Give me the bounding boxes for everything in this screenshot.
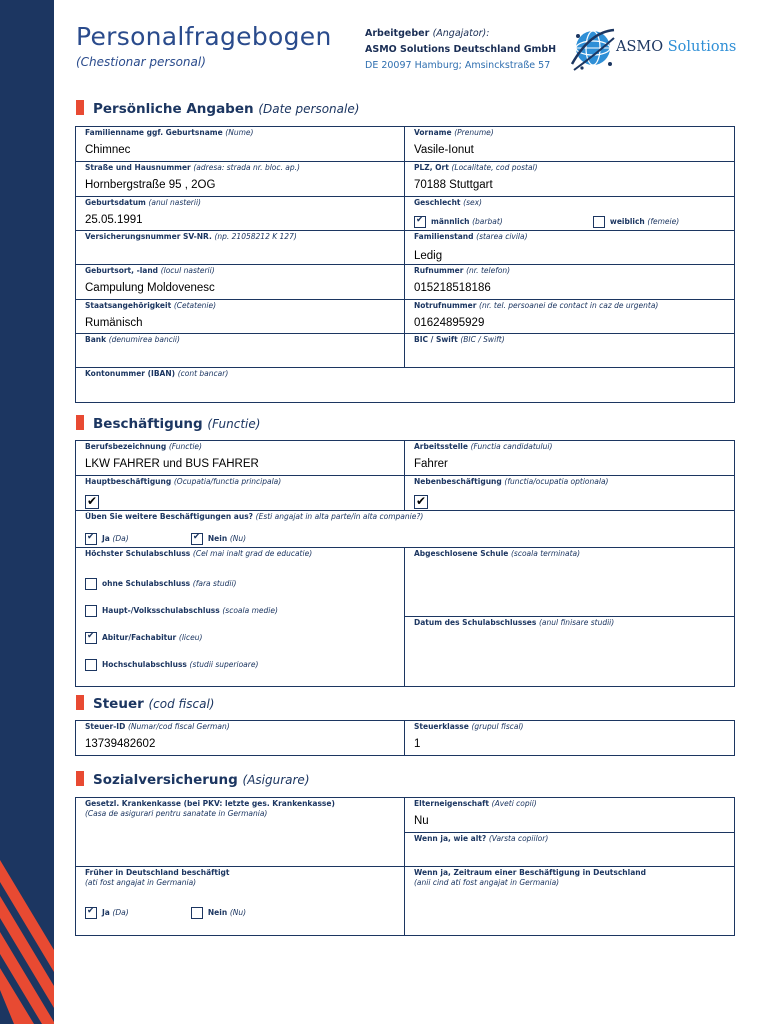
section-social-label: Sozialversicherung bbox=[93, 772, 238, 788]
parent-cell[interactable] bbox=[405, 798, 735, 833]
birthplace-field[interactable]: Campulung Moldovenesc bbox=[85, 282, 215, 294]
school-university-checkbox[interactable] bbox=[85, 659, 97, 671]
phone-label: Rufnummer bbox=[414, 266, 464, 275]
tax-id-label-ro: (Numar/cod fiscal German) bbox=[127, 722, 230, 731]
school-option-abitur[interactable] bbox=[85, 627, 396, 654]
tax-id-label: Steuer-ID bbox=[85, 722, 126, 731]
side-job-checkbox[interactable] bbox=[414, 495, 428, 509]
bank-cell[interactable] bbox=[76, 334, 405, 368]
female-checkbox[interactable] bbox=[593, 216, 605, 228]
parent-label: Elterneigenschaft bbox=[414, 799, 490, 808]
school-cell bbox=[76, 548, 405, 687]
street-label-ro: (adresa: strada nr. bloc. ap.) bbox=[193, 163, 300, 172]
sidebar-decoration bbox=[0, 0, 54, 1024]
section-social-title bbox=[76, 771, 310, 788]
school-options bbox=[85, 573, 396, 681]
job-field[interactable]: LKW FAHRER und BUS FAHRER bbox=[85, 458, 259, 470]
prev-employment-label-ro: (ati fost angajat in Germania) bbox=[85, 878, 197, 887]
child-age-label-ro: (Varsta copiilor) bbox=[488, 834, 549, 843]
birthdate-field[interactable]: 25.05.1991 bbox=[85, 214, 143, 226]
personal-table bbox=[75, 126, 735, 403]
section-employment-title bbox=[76, 415, 260, 432]
prev-employment-no-label: Nein bbox=[207, 908, 228, 917]
prev-employment-label: Früher in Deutschland beschäftigt bbox=[85, 868, 230, 877]
phone-cell[interactable] bbox=[405, 265, 735, 300]
other-jobs-no-label: Nein bbox=[207, 534, 228, 543]
nationality-cell[interactable] bbox=[76, 300, 405, 334]
tax-class-cell[interactable] bbox=[405, 721, 735, 756]
birthdate-label-ro: (anul nasterii) bbox=[148, 198, 201, 207]
other-jobs-no-checkbox[interactable] bbox=[191, 533, 203, 545]
school-basic-label: Haupt-/Volksschulabschluss bbox=[102, 606, 220, 615]
marital-label-ro: (starea civila) bbox=[476, 232, 528, 241]
child-age-cell[interactable] bbox=[405, 833, 735, 867]
nationality-label: Staatsangehörigkeit bbox=[85, 301, 172, 310]
birthplace-label: Geburtsort, -land bbox=[85, 266, 159, 275]
side-job-label-ro: (functia/ocupatia optionala) bbox=[504, 477, 609, 486]
prev-employment-no-checkbox[interactable] bbox=[191, 907, 203, 919]
zip-label: PLZ, Ort bbox=[414, 163, 449, 172]
street-cell[interactable] bbox=[76, 162, 405, 197]
bic-cell[interactable] bbox=[405, 334, 735, 368]
zip-field[interactable]: 70188 Stuttgart bbox=[414, 179, 493, 191]
side-job-cell bbox=[405, 476, 735, 511]
street-field[interactable]: Hornbergstraße 95 , 2OG bbox=[85, 179, 216, 191]
main-job-cell bbox=[76, 476, 405, 511]
globe-icon bbox=[570, 24, 616, 74]
female-label-ro: (femeie) bbox=[647, 217, 680, 226]
bic-label-ro: (BIC / Swift) bbox=[460, 335, 505, 344]
male-checkbox[interactable] bbox=[414, 216, 426, 228]
other-jobs-no-label-ro: (Nu) bbox=[229, 534, 247, 543]
other-jobs-yes-label: Ja bbox=[102, 534, 110, 543]
completed-school-label-ro: (scoala terminata) bbox=[511, 549, 581, 558]
tax-class-label-ro: (grupul fiscal) bbox=[471, 722, 524, 731]
sex-cell bbox=[405, 197, 735, 231]
side-job-label: Nebenbeschäftigung bbox=[414, 477, 502, 486]
female-label: weiblich bbox=[609, 217, 645, 226]
school-date-cell[interactable] bbox=[405, 617, 735, 687]
emergency-label-ro: (nr. tel. persoanei de contact in caz de urgenta) bbox=[479, 301, 659, 310]
insurance-label: Gesetzl. Krankenkasse (bei PKV: letzte ges. Krankenkasse) bbox=[85, 799, 335, 808]
prev-employment-yes-label: Ja bbox=[102, 908, 110, 917]
page-title: Personalfragebogen bbox=[76, 22, 332, 51]
section-personal-label: Persönliche Angaben bbox=[93, 101, 254, 117]
prev-employment-yes-checkbox[interactable] bbox=[85, 907, 97, 919]
tax-id-field[interactable]: 13739482602 bbox=[85, 738, 156, 750]
surname-cell[interactable] bbox=[76, 127, 405, 162]
birthplace-cell[interactable] bbox=[76, 265, 405, 300]
school-label: Höchster Schulabschluss bbox=[85, 549, 191, 558]
firstname-label: Vorname bbox=[414, 128, 452, 137]
section-marker bbox=[76, 100, 84, 115]
section-marker bbox=[76, 695, 84, 710]
phone-field[interactable]: 015218518186 bbox=[414, 282, 491, 294]
marital-label: Familienstand bbox=[414, 232, 474, 241]
firstname-field[interactable]: Vasile-Ionut bbox=[414, 144, 474, 156]
surname-field[interactable]: Chimnec bbox=[85, 144, 131, 156]
completed-school-label: Abgeschlosene Schule bbox=[414, 549, 509, 558]
job-cell[interactable] bbox=[76, 441, 405, 476]
iban-cell[interactable] bbox=[76, 368, 735, 403]
school-none-checkbox[interactable] bbox=[85, 578, 97, 590]
sex-label-ro: (sex) bbox=[463, 198, 482, 207]
sex-label: Geschlecht bbox=[414, 198, 461, 207]
svnr-label: Versicherungsnummer SV-NR. bbox=[85, 232, 212, 241]
employer-label-ro: (Angajator): bbox=[432, 28, 490, 39]
employment-table bbox=[75, 440, 735, 687]
school-none-label: ohne Schulabschluss bbox=[102, 579, 191, 588]
prev-employment-cell bbox=[76, 867, 405, 936]
bic-label: BIC / Swift bbox=[414, 335, 458, 344]
surname-label-ro: (Nume) bbox=[225, 128, 254, 137]
sidebar-stripes bbox=[0, 0, 54, 1024]
zip-cell[interactable] bbox=[405, 162, 735, 197]
bank-label: Bank bbox=[85, 335, 107, 344]
school-date-label-ro: (anul finisare studii) bbox=[538, 618, 615, 627]
firstname-label-ro: (Prenume) bbox=[454, 128, 494, 137]
other-jobs-label: Üben Sie weitere Beschäftigungen aus? bbox=[85, 512, 254, 521]
prev-employment-no-label-ro: (Nu) bbox=[229, 908, 247, 917]
school-basic-label-ro: (scoala medie) bbox=[222, 606, 278, 615]
tax-id-cell[interactable] bbox=[76, 721, 405, 756]
tax-table bbox=[75, 720, 735, 756]
school-basic-checkbox[interactable] bbox=[85, 605, 97, 617]
bank-label-ro: (denumirea bancii) bbox=[108, 335, 180, 344]
page-subtitle: (Chestionar personal) bbox=[76, 55, 206, 69]
school-university-label-ro: (studii superioare) bbox=[189, 660, 259, 669]
emergency-field[interactable]: 01624895929 bbox=[414, 317, 485, 329]
school-option-university[interactable] bbox=[85, 654, 396, 681]
tax-class-field[interactable]: 1 bbox=[414, 738, 421, 750]
school-date-label: Datum des Schulabschlusses bbox=[414, 618, 537, 627]
workplace-field[interactable]: Fahrer bbox=[414, 458, 448, 470]
completed-school-cell[interactable] bbox=[405, 548, 735, 617]
birthdate-label: Geburtsdatum bbox=[85, 198, 146, 207]
marital-field[interactable]: Ledig bbox=[414, 250, 443, 262]
parent-label-ro: (Aveti copii) bbox=[491, 799, 537, 808]
section-personal-title bbox=[76, 100, 359, 117]
period-label-ro: (anii cind ati fost angajat in Germania) bbox=[414, 878, 560, 887]
section-employment-label-ro: (Functie) bbox=[207, 417, 261, 431]
tax-class-label: Steuerklasse bbox=[414, 722, 469, 731]
parent-field[interactable]: Nu bbox=[414, 815, 429, 827]
iban-label: Kontonummer (IBAN) bbox=[85, 369, 176, 378]
period-label: Wenn ja, Zeitraum einer Beschäftigung in Deutschland bbox=[414, 868, 646, 877]
insurance-label-ro: (Casa de asigurari pentru sanatate in Germania) bbox=[85, 809, 268, 818]
main-job-checkbox[interactable] bbox=[85, 495, 99, 509]
section-employment-label: Beschäftigung bbox=[93, 416, 203, 432]
employer-block bbox=[365, 26, 556, 74]
emergency-label: Notrufnummer bbox=[414, 301, 477, 310]
section-tax-label: Steuer bbox=[93, 696, 144, 712]
other-jobs-cell bbox=[76, 511, 735, 548]
employer-name: ASMO Solutions Deutschland GmbH bbox=[365, 44, 557, 55]
school-university-label: Hochschulabschluss bbox=[102, 660, 187, 669]
section-tax-title bbox=[76, 695, 215, 712]
employer-address: DE 20097 Hamburg; Amsinckstraße 57 bbox=[365, 60, 551, 71]
birthdate-cell[interactable] bbox=[76, 197, 405, 231]
birthplace-label-ro: (locul nasterii) bbox=[160, 266, 215, 275]
male-label: männlich bbox=[431, 217, 470, 226]
employer-label: Arbeitgeber bbox=[365, 28, 430, 39]
section-marker bbox=[76, 771, 84, 786]
school-abitur-label-ro: (liceu) bbox=[178, 633, 203, 642]
prev-employment-yes-label-ro: (Da) bbox=[112, 908, 129, 917]
period-cell[interactable] bbox=[405, 867, 735, 936]
school-label-ro: (Cel mai inalt grad de educatie) bbox=[192, 549, 313, 558]
company-logo bbox=[570, 24, 740, 74]
other-jobs-label-ro: (Esti angajat in alta parte/in alta companie?) bbox=[255, 512, 424, 521]
workplace-cell[interactable] bbox=[405, 441, 735, 476]
school-option-basic[interactable] bbox=[85, 600, 396, 627]
main-job-label-ro: (Ocupatia/functia principala) bbox=[173, 477, 282, 486]
other-jobs-yes-label-ro: (Da) bbox=[112, 534, 129, 543]
main-job-label: Hauptbeschäftigung bbox=[85, 477, 172, 486]
section-tax-label-ro: (cod fiscal) bbox=[148, 697, 215, 711]
zip-label-ro: (Localitate, cod postal) bbox=[451, 163, 538, 172]
street-label: Straße und Hausnummer bbox=[85, 163, 191, 172]
nationality-label-ro: (Cetatenie) bbox=[173, 301, 217, 310]
phone-label-ro: (nr. telefon) bbox=[466, 266, 511, 275]
section-social-label-ro: (Asigurare) bbox=[242, 773, 310, 787]
workplace-label-ro: (Functia candidatului) bbox=[470, 442, 553, 451]
svnr-cell[interactable] bbox=[76, 231, 405, 265]
logo-brand-accent: Solutions bbox=[667, 39, 737, 55]
svnr-label-ro: (np. 21058212 K 127) bbox=[214, 232, 297, 241]
nationality-field[interactable]: Rumänisch bbox=[85, 317, 143, 329]
other-jobs-yes-checkbox[interactable] bbox=[85, 533, 97, 545]
firstname-cell[interactable] bbox=[405, 127, 735, 162]
section-marker bbox=[76, 415, 84, 430]
male-label-ro: (barbat) bbox=[472, 217, 503, 226]
emergency-cell[interactable] bbox=[405, 300, 735, 334]
social-table bbox=[75, 797, 735, 936]
school-abitur-checkbox[interactable] bbox=[85, 632, 97, 644]
workplace-label: Arbeitsstelle bbox=[414, 442, 468, 451]
child-age-label: Wenn ja, wie alt? bbox=[414, 834, 487, 843]
job-label: Berufsbezeichnung bbox=[85, 442, 167, 451]
school-abitur-label: Abitur/Fachabitur bbox=[102, 633, 177, 642]
school-option-none[interactable] bbox=[85, 573, 396, 600]
section-personal-label-ro: (Date personale) bbox=[258, 102, 360, 116]
iban-label-ro: (cont bancar) bbox=[177, 369, 229, 378]
logo-brand: ASMO bbox=[616, 39, 664, 55]
surname-label: Familienname ggf. Geburtsname bbox=[85, 128, 223, 137]
job-label-ro: (Functie) bbox=[168, 442, 202, 451]
insurance-cell[interactable] bbox=[76, 798, 405, 867]
school-none-label-ro: (fara studii) bbox=[192, 579, 237, 588]
marital-cell[interactable] bbox=[405, 231, 735, 265]
